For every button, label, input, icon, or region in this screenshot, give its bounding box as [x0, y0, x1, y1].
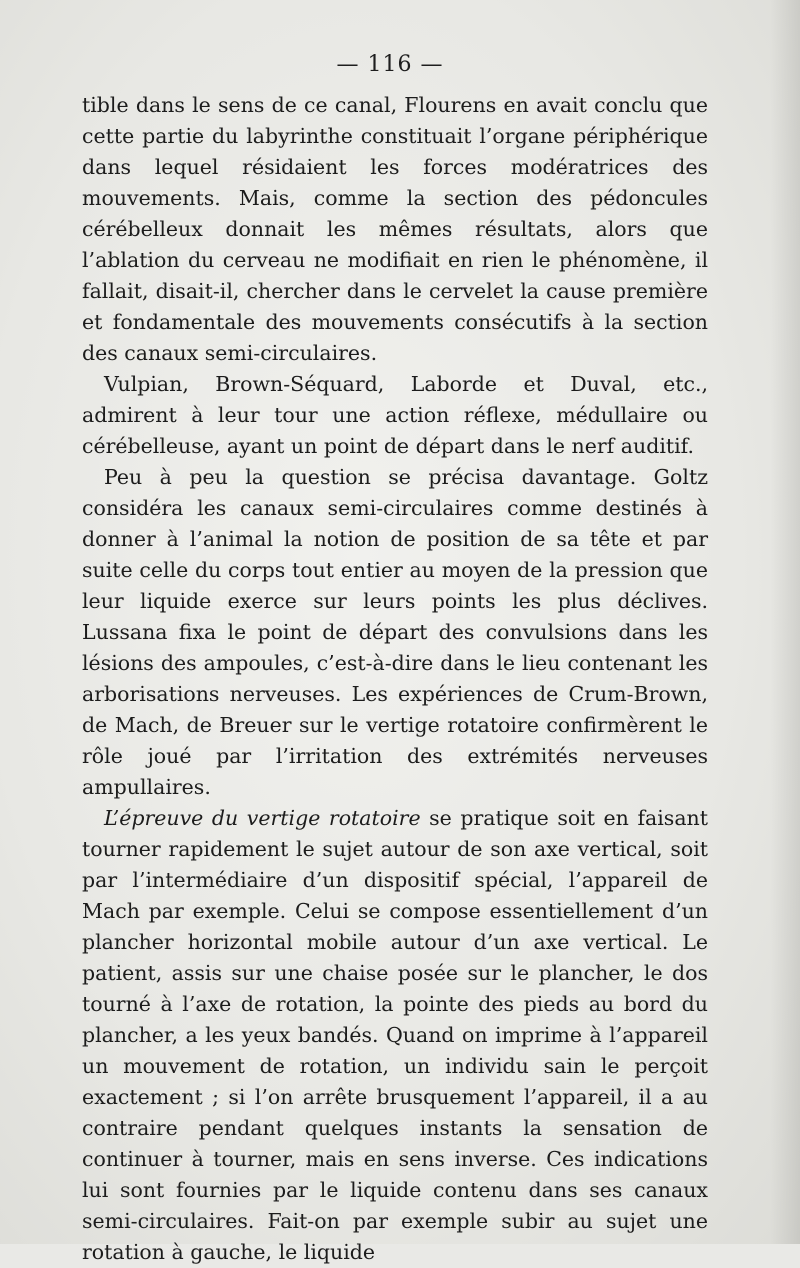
body-text [82, 90, 708, 1268]
page-edge-shadow [770, 0, 800, 1244]
page-number: — 116 — [336, 52, 444, 77]
paragraph-4 [82, 803, 708, 1268]
paragraph-2: Vulpian, Brown-Séquard, Laborde et Duval, etc., admirent à leur tour une action réflexe, médullaire ou cérébelleuse, ayant un point de départ dans le nerf auditif. [82, 372, 708, 458]
italic-term: L’épreuve du vertige rotatoire [104, 806, 421, 830]
paragraph-1: tible dans le sens de ce canal, Flourens en avait conclu que cette partie du labyrinthe constituait l’organe périphérique dans lequel résidaient les forces modératrices des mouvements. Mais, comme la section des pédoncules cérébelleux donnait les mêmes résultats, alors que l’ablation du cerveau ne modifiait en rien le phénomène, il fallait, disait-il, chercher dans le cervelet la cause première et fondamentale des mouvements consécutifs à la section des canaux semi-circulaires. [82, 93, 708, 365]
paragraph-4-text: se pratique soit en faisant tourner rapidement le sujet autour de son axe vertical, soit par l’intermédiaire d’un dispositif spécial, l’appareil de Mach par exemple. Celui se compose essentiellement d’un plancher horizontal mobile autour d’un axe vertical. Le patient, assis sur une chaise posée sur le plancher, le dos tourné à l’axe de rotation, la pointe des pieds au bord du plancher, a les yeux bandés. Quand on imprime à l’appareil un mouvement de rotation, un individu sain le perçoit exactement ; si l’on arrête brusquement l’appareil, il a au contraire pendant quelques instants la sensation de continuer à tourner, mais en sens inverse. Ces indications lui sont fournies par le liquide contenu dans ses canaux semi-circulaires. Fait-on par exemple subir au sujet une rotation à gauche, le liquide [82, 806, 708, 1264]
paragraph-3: Peu à peu la question se précisa davantage. Goltz considéra les canaux semi-circulaires comme destinés à donner à l’animal la notion de position de sa tête et par suite celle du corps tout entier au moyen de la pression que leur liquide exerce sur leurs points les plus déclives. Lussana fixa le point de départ des convulsions dans les lésions des ampoules, c’est-à-dire dans le lieu contenant les arborisations nerveuses. Les expériences de Crum-Brown, de Mach, de Breuer sur le vertige rotatoire confirmèrent le rôle joué par l’irritation des extrémités nerveuses ampullaires. [82, 465, 708, 799]
